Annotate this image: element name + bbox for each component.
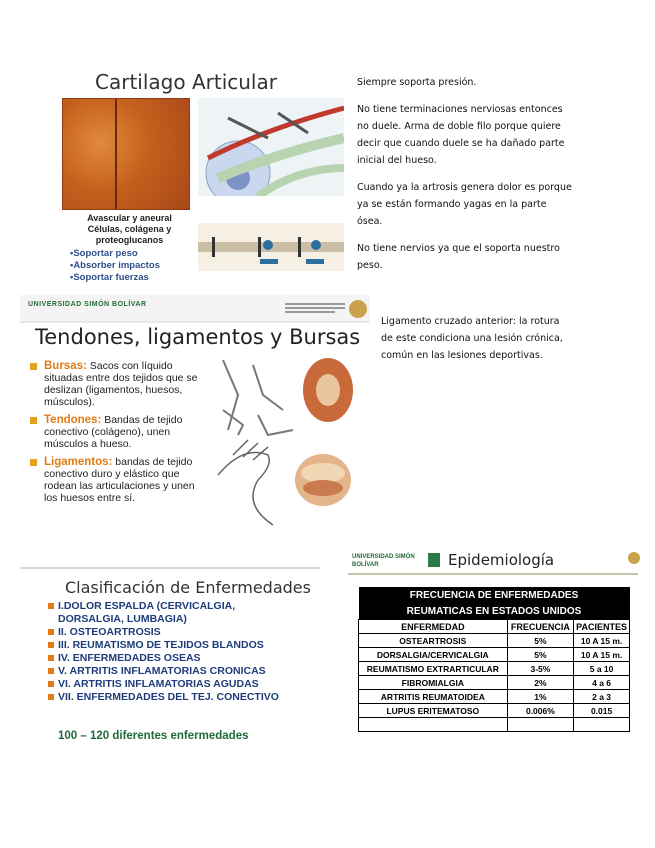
table-row: [359, 690, 630, 704]
disease-classification-list: [48, 600, 279, 704]
table-cell: [507, 718, 574, 732]
table-title: REUMATICAS EN ESTADOS UNIDOS: [359, 603, 630, 620]
slide2-header-bar: [20, 295, 370, 323]
table-cell: 1%: [507, 690, 574, 704]
table-cell: LUPUS ERITEMATOSO: [359, 704, 508, 718]
item-term: Bursas:: [44, 360, 87, 372]
slide4-rule: [348, 573, 638, 575]
table-row: [359, 718, 630, 732]
item-term: Tendones:: [44, 414, 102, 426]
list-item: II. OSTEOARTROSIS: [48, 626, 279, 639]
table-cell: [574, 718, 630, 732]
table-cell: 3-5%: [507, 662, 574, 676]
table-cell: 0.015: [574, 704, 630, 718]
table-title: FRECUENCIA DE ENFERMEDADES: [359, 587, 630, 603]
table-cell: 10 A 15 m.: [574, 648, 630, 662]
table-row: [359, 676, 630, 690]
note-paragraph: Siempre soporta presión.: [357, 77, 477, 88]
table-row: [359, 648, 630, 662]
list-item-continuation: DORSALGIA, LUMBAGIA): [58, 613, 187, 625]
table-row: [359, 662, 630, 676]
note-paragraph: Ligamento cruzado anterior: la rotura de este condiciona una lesión crónica, común en las lesiones deportivas.: [381, 316, 563, 361]
column-header: FRECUENCIA: [507, 620, 574, 634]
item-text: Sacos con líquido situadas entre dos tejidos que se deslizan (ligamentos, huesos, músculos).: [44, 360, 198, 408]
item-text: bandas de tejido conectivo duro y elástico que rodean las articulaciones y unen los huesos entre sí.: [44, 456, 195, 504]
slide3-title: Clasificación de Enfermedades: [65, 578, 311, 597]
cartilage-functions: [70, 248, 160, 284]
cartilage-description: [62, 213, 197, 246]
list-item: III. REUMATISMO DE TEJIDOS BLANDOS: [48, 639, 279, 652]
column-header: ENFERMEDAD: [359, 620, 508, 634]
function-item: •Soportar fuerzas: [70, 272, 149, 283]
university-logo: UNIVERSIDAD SIMÓN BOLÍVAR: [352, 554, 415, 568]
note-paragraph: No tiene terminaciones nerviosas entonces no duele. Arma de doble filo porque quiere decir que cuando duele se ha dañado parte inicial del hueso.: [357, 104, 565, 166]
slide2-title: Tendones, ligamentos: [35, 325, 264, 349]
notes-block-2: [381, 313, 571, 374]
table-header-row: [359, 620, 630, 634]
cartilage-histology-image: [62, 98, 190, 210]
list-item: VII. ENFERMEDADES DEL TEJ. CONECTIVO: [48, 691, 279, 704]
list-item: V. ARTRITIS INFLAMATORIAS CRONICAS: [48, 665, 279, 678]
table-cell: OSTEARTROSIS: [359, 634, 508, 648]
flag-icon: [428, 553, 440, 567]
function-item: •Absorber impactos: [70, 260, 160, 271]
item-text: Bandas de tejido conectivo (colágeno), unen músculos a hueso.: [44, 414, 183, 450]
table-cell: 5 a 10: [574, 662, 630, 676]
description-line: Células, colágena y proteoglucanos: [87, 224, 172, 245]
note-paragraph: Cuando ya la artrosis genera dolor es porque ya se están formando yagas en la parte ósea.: [357, 182, 572, 227]
table-cell: [359, 718, 508, 732]
column-header: PACIENTES: [574, 620, 630, 634]
joint-illustrations: [213, 355, 355, 530]
table-row: [359, 704, 630, 718]
table-cell: FIBROMIALGIA: [359, 676, 508, 690]
slide4-title: Epidemiología: [448, 551, 555, 569]
tissue-definitions: [30, 360, 210, 510]
list-item: I.DOLOR ESPALDA (CERVICALGIA,: [48, 600, 279, 613]
table-cell: REUMATISMO EXTRARTICULAR: [359, 662, 508, 676]
table-cell: 2 a 3: [574, 690, 630, 704]
note-paragraph: No tiene nervios ya que el soporta nuestro peso.: [357, 243, 560, 271]
list-item: [30, 456, 210, 504]
table-cell: 5%: [507, 634, 574, 648]
notes-block-1: [357, 74, 572, 284]
table-row: [359, 634, 630, 648]
table-cell: 5%: [507, 648, 574, 662]
item-term: Ligamentos:: [44, 456, 113, 468]
table-cell: 0.006%: [507, 704, 574, 718]
slide2-title-tail: y Bursas: [270, 325, 361, 349]
list-item: IV. ENFERMEDADES OSEAS: [48, 652, 279, 665]
list-item: [30, 360, 210, 408]
table-cell: ARTRITIS REUMATOIDEA: [359, 690, 508, 704]
table-cell: 2%: [507, 676, 574, 690]
slide1-title: Cartilago Articular: [95, 70, 277, 94]
seal-icon: [628, 552, 640, 564]
list-item: VI. ARTRITIS INFLAMATORIAS AGUDAS: [48, 678, 279, 691]
cartilage-matrix-diagram: [198, 98, 344, 196]
table-cell: DORSALGIA/CERVICALGIA: [359, 648, 508, 662]
disease-count: 100 – 120 diferentes enfermedades: [58, 730, 249, 742]
list-item: [30, 414, 210, 450]
epidemiology-table: [358, 587, 630, 732]
cartilage-compression-diagram: [198, 223, 344, 271]
slide3-top-rule: [20, 567, 320, 569]
university-logo: UNIVERSIDAD SIMÓN BOLÍVAR: [28, 301, 147, 308]
function-item: •Soportar peso: [70, 248, 138, 259]
table-cell: 4 a 6: [574, 676, 630, 690]
table-cell: 10 A 15 m.: [574, 634, 630, 648]
description-line: Avascular y aneural: [87, 213, 172, 223]
